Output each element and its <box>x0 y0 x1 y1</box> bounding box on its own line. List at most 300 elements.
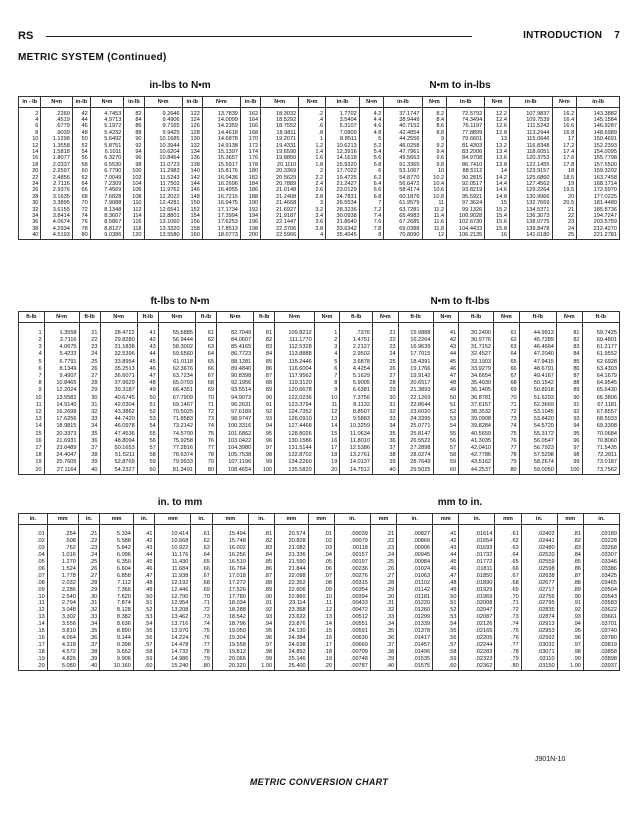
table-cell: 13 <box>314 416 340 423</box>
table-cell: 44.9913 <box>519 330 556 337</box>
table-cell: 71.5435 <box>582 445 619 452</box>
table-cell: 168.1714 <box>577 181 620 187</box>
table-cell: .2 <box>299 111 326 117</box>
table-cell: 113.8888 <box>275 351 315 358</box>
table-row <box>19 587 620 594</box>
table-cell: 55.3172 <box>519 431 556 438</box>
table-cell: 16.510 <box>212 559 248 566</box>
table-cell: .02953 <box>521 628 557 635</box>
table-cell: 1.4 <box>299 149 326 155</box>
table-cell: 164 <box>240 117 260 123</box>
table-row <box>19 452 620 459</box>
table-cell: 3.3895 <box>41 200 72 206</box>
table-cell: 80 <box>494 467 520 475</box>
table-cell: .02677 <box>521 580 557 587</box>
table-cell: .25 <box>78 559 100 566</box>
table-cell: 11 <box>422 200 447 206</box>
table-cell: 38 <box>79 452 100 459</box>
table-cell: 26 <box>79 366 100 373</box>
table-cell: 24 <box>19 181 41 187</box>
table-cell: .21 <box>78 531 100 538</box>
table-row <box>19 552 620 559</box>
table-cell: 6.7791 <box>44 359 79 366</box>
table-cell: 138 <box>182 162 202 168</box>
table-cell: 1 <box>299 136 326 142</box>
table-row <box>19 538 620 545</box>
spacer-cell <box>195 323 216 330</box>
table-cell: 123.9157 <box>509 168 552 174</box>
table-cell: 12.8 <box>485 130 510 136</box>
table-cell: 14 <box>485 168 510 174</box>
table-cell: 42.4854 <box>384 130 422 136</box>
column-header: in-lb <box>72 97 90 108</box>
table-cell: 76.1197 <box>447 123 485 129</box>
table-cell: 2.9376 <box>41 187 72 193</box>
table-cell: 59.0050 <box>519 467 556 475</box>
table-cell: .19 <box>308 656 334 663</box>
table-cell: 67.2685 <box>384 219 422 225</box>
table-cell: .72 <box>191 607 213 614</box>
table-cell: 41 <box>137 330 158 337</box>
table-cell: .01535 <box>397 656 433 663</box>
table-cell: 39.3187 <box>100 387 137 394</box>
table-cell: 9 <box>314 387 340 394</box>
table-cell: 5.4 <box>359 149 384 155</box>
table-cell: 48 <box>137 380 158 387</box>
table-cell: 11.8 <box>422 226 447 232</box>
spacer-cell <box>370 525 396 532</box>
table-cell: .78 <box>495 649 521 656</box>
table-cell: 18 <box>552 168 577 174</box>
table-cell: 40.5659 <box>459 431 494 438</box>
table-cell: 50.1542 <box>519 380 556 387</box>
table-cell: .27 <box>78 573 100 580</box>
table-cell: 64 <box>494 351 520 358</box>
table-cell: 144 <box>182 181 202 187</box>
column-header: ft-lb <box>582 312 619 323</box>
table-cell: 8.636 <box>100 621 134 628</box>
column-header: mm <box>557 514 583 525</box>
table-cell: 19.4331 <box>261 143 299 149</box>
table-row <box>19 566 620 573</box>
table-cell: 4.318 <box>47 642 78 649</box>
table-cell: 42.7786 <box>459 452 494 459</box>
table-cell: 38 <box>19 226 41 232</box>
table-cell: 16.256 <box>212 552 248 559</box>
table-cell: 14.8 <box>485 194 510 200</box>
table-cell: 16.2696 <box>202 181 240 187</box>
table-cell: 17.8 <box>552 162 577 168</box>
spacer-cell <box>397 525 433 532</box>
table-cell: .20 <box>19 663 48 670</box>
table-cell: 72 <box>195 409 216 416</box>
column-header: N•m <box>90 97 124 108</box>
table-cell: .00039 <box>334 531 370 538</box>
table-cell: 44 <box>137 351 158 358</box>
table-cell: 67.1181 <box>582 402 619 409</box>
table-cell: .72 <box>495 607 521 614</box>
table-cell: .50 <box>433 594 459 601</box>
table-cell: 11 <box>314 402 340 409</box>
table-cell: 100.9028 <box>447 213 485 219</box>
column-header: N•m <box>44 312 79 323</box>
table-cell: 80 <box>72 232 90 239</box>
table-cell: 14.224 <box>155 635 191 642</box>
table-cell: 13.3320 <box>144 226 182 232</box>
table-cell: .02992 <box>521 635 557 642</box>
table-cell: .62 <box>495 538 521 545</box>
table-cell: 38.9449 <box>384 117 422 123</box>
table-cell: 78 <box>494 452 520 459</box>
table-cell: 88 <box>556 380 582 387</box>
table-cell: 2.4 <box>299 181 326 187</box>
table-cell: 29 <box>79 387 100 394</box>
table-cell: 99.1326 <box>447 207 485 213</box>
table-cell: 90 <box>254 395 275 402</box>
table-cell: 9.144 <box>100 635 134 642</box>
table-cell: 19.4725 <box>326 175 360 181</box>
table-cell: .00079 <box>334 538 370 545</box>
table-cell: .762 <box>47 545 78 552</box>
table-cell: 109.8212 <box>275 330 315 337</box>
table-cell: .04 <box>308 552 334 559</box>
table-cell: 10.922 <box>155 545 191 552</box>
table-row <box>19 580 620 587</box>
table-cell: 8 <box>19 130 41 136</box>
spacer-cell <box>495 525 521 532</box>
table-cell: .01654 <box>459 538 495 545</box>
table-cell: 15.748 <box>212 538 248 545</box>
table-cell: .46 <box>133 566 155 573</box>
table-cell: .02126 <box>459 621 495 628</box>
table-cell: 5.588 <box>100 538 134 545</box>
table-cell: 192 <box>240 207 260 213</box>
table-cell: .00787 <box>334 663 370 670</box>
table-cell: 102 <box>124 175 144 181</box>
table-cell: .59 <box>433 656 459 663</box>
spacer-cell <box>78 525 100 532</box>
table-cell: .66 <box>191 566 213 573</box>
table-cell: 58.4174 <box>384 187 422 193</box>
table-cell: 20.7889 <box>261 181 299 187</box>
table-cell: 10 <box>19 395 45 402</box>
table-cell: 2.9502 <box>340 351 373 358</box>
table-cell: .69 <box>495 587 521 594</box>
table-cell: 18 <box>314 452 340 459</box>
table-cell: .03 <box>308 545 334 552</box>
table-cell: .02165 <box>459 628 495 635</box>
table-cell: 20.828 <box>275 538 309 545</box>
table-cell: 72.5792 <box>447 111 485 117</box>
table-cell: 17.018 <box>212 573 248 580</box>
table-cell: 64 <box>195 351 216 358</box>
table-cell: 31 <box>79 402 100 409</box>
table-cell: .03661 <box>583 614 619 621</box>
table-cell: .35 <box>78 628 100 635</box>
column-header: N•m <box>433 312 459 323</box>
table-cell: 9 <box>19 387 45 394</box>
column-header: mm <box>212 514 248 525</box>
table-cell: 10 <box>314 395 340 402</box>
table-cell: 52 <box>72 143 90 149</box>
table-cell: 19.5 <box>552 187 577 193</box>
table-cell: 9.9425 <box>144 130 182 136</box>
table-cell: 18.034 <box>212 600 248 607</box>
table-header-row <box>19 97 620 108</box>
table-cell: 17 <box>19 445 45 452</box>
table-cell: .02283 <box>459 649 495 656</box>
table-cell: 94 <box>556 423 582 430</box>
table-cell: 82.7049 <box>216 330 253 337</box>
table-cell: .68 <box>495 580 521 587</box>
table-cell: 2.540 <box>47 594 78 601</box>
column-header: N•m <box>41 97 72 108</box>
table-cell: .32 <box>78 607 100 614</box>
table-cell: 9 <box>422 136 447 142</box>
table-cell: 39.8284 <box>459 423 494 430</box>
table-cell: .01 <box>19 531 48 538</box>
table-cell: 33 <box>79 416 100 423</box>
table-cell: 25.146 <box>275 656 309 663</box>
table-cell: 8.1132 <box>340 402 373 409</box>
table-cell: 8.890 <box>100 628 134 635</box>
table-cell: 3.8 <box>299 226 326 232</box>
table-cell: .39 <box>370 656 396 663</box>
table-cell: .9039 <box>41 130 72 136</box>
table-cell: .84 <box>248 552 274 559</box>
table-cell: 21.2408 <box>261 194 299 200</box>
table-cell: 16.002 <box>212 545 248 552</box>
table-cell: 111.1770 <box>275 337 315 344</box>
table-cell: .33 <box>78 614 100 621</box>
table-cell: 154 <box>182 213 202 219</box>
table-cell: .09 <box>19 587 48 594</box>
table-cell: 8.6 <box>422 123 447 129</box>
table-cell: 22.098 <box>275 573 309 580</box>
table-cell: .26 <box>370 566 396 573</box>
column-header: N•m <box>299 97 326 108</box>
table-cell: 62 <box>72 175 90 181</box>
table-cell: .51 <box>433 600 459 607</box>
table-row <box>19 330 620 337</box>
table-row <box>19 459 620 466</box>
table-cell: .00472 <box>334 607 370 614</box>
table-cell: 27 <box>79 373 100 380</box>
table-cell: 117.9562 <box>275 373 315 380</box>
table-cell: .03898 <box>583 656 619 663</box>
table-cell: .02756 <box>521 594 557 601</box>
table-cell: 145.1584 <box>577 117 620 123</box>
column-header: ft-lb <box>137 312 158 323</box>
table-cell: 35.4030 <box>459 380 494 387</box>
table-cell: 92 <box>556 409 582 416</box>
table-cell: 33.8954 <box>100 359 137 366</box>
table-cell: 97 <box>254 445 275 452</box>
table-cell: 138.0775 <box>509 219 552 225</box>
table-cell: 73 <box>494 416 520 423</box>
spacer-cell <box>155 525 191 532</box>
table-cell: 83 <box>254 344 275 351</box>
table-cell: .05 <box>308 559 334 566</box>
table-cell: 88.1281 <box>216 359 253 366</box>
table-cell: .03 <box>19 545 48 552</box>
table-cell: 46.4664 <box>519 344 556 351</box>
table-cell: .01142 <box>397 587 433 594</box>
table-cell: 3.2 <box>299 207 326 213</box>
table-cell: .80 <box>191 663 213 670</box>
table-cell: 16 <box>19 155 41 161</box>
table-cell: 28 <box>19 194 41 200</box>
table-cell: .07 <box>19 573 48 580</box>
table-cell: 14 <box>19 423 45 430</box>
table-cell: .85 <box>248 559 274 566</box>
table-cell: 17.8513 <box>202 226 240 232</box>
table-cell: .03780 <box>583 635 619 642</box>
table-cell: 100 <box>254 467 275 475</box>
table-cell: 54 <box>433 423 459 430</box>
spacer-cell <box>314 323 340 330</box>
table-cell: .37 <box>370 642 396 649</box>
table-cell: 16.9639 <box>398 344 433 351</box>
table-cell: 172 <box>240 143 260 149</box>
table-cell: 16.6 <box>552 123 577 129</box>
table-row <box>19 111 620 117</box>
table-cell: .00827 <box>397 531 433 538</box>
table-cell: 79 <box>494 459 520 466</box>
table-cell: 186 <box>240 187 260 193</box>
spacer-cell <box>308 525 334 532</box>
table-cell: 1.00 <box>248 663 274 670</box>
table-cell: 78 <box>72 226 90 232</box>
table-cell: 46.0258 <box>384 143 422 149</box>
table-cell: 88.5112 <box>447 168 485 174</box>
table-cell: 56.6472 <box>384 181 422 187</box>
table-cell: 9.4906 <box>144 117 182 123</box>
section-label-in-to-mm: in. to mm <box>157 497 203 508</box>
table-cell: 47.7961 <box>384 149 422 155</box>
table-cell: 28.7649 <box>398 459 433 466</box>
table-cell: .33 <box>370 614 396 621</box>
table-cell: 115.2446 <box>275 359 315 366</box>
spacer-cell <box>47 525 78 532</box>
table-row <box>19 614 620 621</box>
table-cell: 104.3980 <box>216 445 253 452</box>
table-cell: 116.8348 <box>509 143 552 149</box>
table-cell: 8.382 <box>100 614 134 621</box>
table-cell: 8.1349 <box>44 366 79 373</box>
table-cell: 127.4468 <box>275 423 315 430</box>
table-cell: 22.352 <box>275 580 309 587</box>
table-row <box>19 467 620 475</box>
column-header: mm <box>47 514 78 525</box>
table-cell: 25 <box>372 359 398 366</box>
table-cell: .00512 <box>334 614 370 621</box>
table-cell: 4.9713 <box>90 117 124 123</box>
table-cell: 71 <box>494 402 520 409</box>
table-cell: 10.4 <box>422 181 447 187</box>
table-cell: 18.796 <box>212 621 248 628</box>
table-cell: 12.446 <box>155 587 191 594</box>
table-cell: 196 <box>240 219 260 225</box>
column-header: N•m <box>275 312 315 323</box>
table-cell: .00630 <box>334 635 370 642</box>
table-cell: .00591 <box>334 628 370 635</box>
table-cell: 190 <box>240 200 260 206</box>
table-cell: 57 <box>433 445 459 452</box>
table-cell: 23 <box>552 219 577 225</box>
table-cell: 24.892 <box>275 649 309 656</box>
spacer-cell <box>44 323 79 330</box>
table-cell: 13.462 <box>155 614 191 621</box>
table-cell: 128 <box>182 130 202 136</box>
table-cell: 74 <box>72 213 90 219</box>
table-cell: .25 <box>370 559 396 566</box>
table-cell: 102.6730 <box>447 219 485 225</box>
table-cell: 73.2142 <box>158 423 195 430</box>
table-cell: 45 <box>433 359 459 366</box>
table-cell: 4 <box>299 232 326 239</box>
table-cell: 70 <box>195 395 216 402</box>
table-cell: .79 <box>495 656 521 663</box>
table-cell: .32 <box>370 607 396 614</box>
table-cell: 86.7723 <box>216 351 253 358</box>
column-header: ft-lb <box>340 312 373 323</box>
table-cell: 9.7165 <box>144 123 182 129</box>
table-cell: 68 <box>72 194 90 200</box>
table-cell: .78 <box>191 649 213 656</box>
table-cell: .73 <box>191 614 213 621</box>
table-row <box>19 387 620 394</box>
table-cell: 2.032 <box>47 580 78 587</box>
table-cell: 77 <box>195 445 216 452</box>
table-cell: 61.0118 <box>158 359 195 366</box>
table-cell: .39 <box>78 656 100 663</box>
table-cell: 74.5700 <box>158 431 195 438</box>
table-cell: 53.1067 <box>384 168 422 174</box>
table-cell: 59.7425 <box>582 330 619 337</box>
table-cell: .27 <box>370 573 396 580</box>
table-cell: 14.4 <box>485 181 510 187</box>
table-cell: 15.8 <box>485 226 510 232</box>
table-row <box>19 409 620 416</box>
table-cell: .67 <box>191 573 213 580</box>
table-cell: .57 <box>133 642 155 649</box>
table-cell: .18 <box>308 649 334 656</box>
table-cell: .48 <box>133 580 155 587</box>
table-cell: 6.6 <box>359 187 384 193</box>
table-cell: 28 <box>372 380 398 387</box>
table-cell: 9.906 <box>100 656 134 663</box>
table-cell: 17.6256 <box>44 416 79 423</box>
table-cell: .71 <box>495 600 521 607</box>
table-cell: 119.3120 <box>275 380 315 387</box>
table-cell: 2.286 <box>47 587 78 594</box>
table-cell: 17.1734 <box>202 207 240 213</box>
table-cell: 11.684 <box>155 566 191 573</box>
table-cell: 42 <box>433 337 459 344</box>
table-cell: 70.8060 <box>582 438 619 445</box>
table-cell: 54.2327 <box>100 467 137 475</box>
table-cell: .67 <box>495 573 521 580</box>
table-cell: .01299 <box>397 614 433 621</box>
table-header-row <box>19 312 620 323</box>
table-cell: 22 <box>19 175 41 181</box>
table-cell: 11.0723 <box>144 162 182 168</box>
table-cell: 1.016 <box>47 552 78 559</box>
table-cell: 168 <box>240 130 260 136</box>
table-cell: .99 <box>557 656 583 663</box>
table-cell: 12 <box>314 409 340 416</box>
